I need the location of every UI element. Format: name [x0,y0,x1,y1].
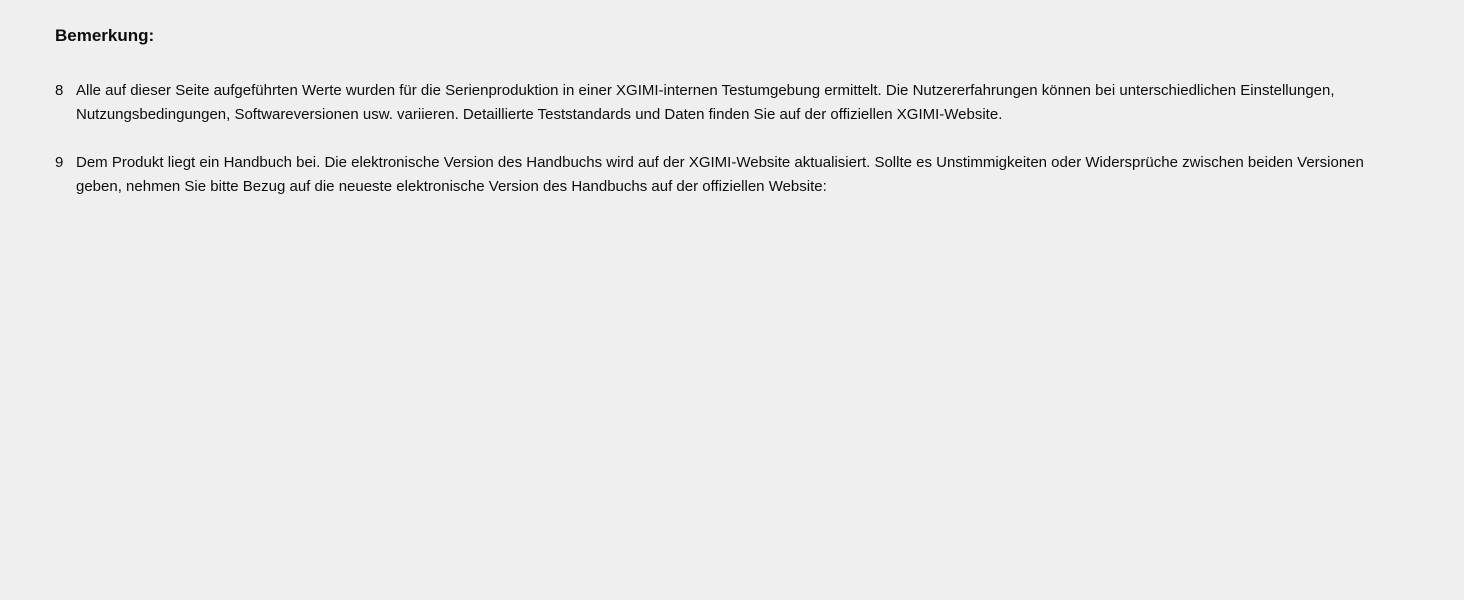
list-item [55,79,1409,127]
note-number: 9 [55,154,64,171]
remarks-page [0,0,1464,199]
note-text: Dem Produkt liegt ein Handbuch bei. Die elektronische Version des Handbuchs wird auf der XGIMI-Website aktualisiert. Sollte es Unstimmigkeiten oder Widersprüche zwischen beiden Versionen geben, nehmen Sie bitte Bezug auf die neueste elektronische Version des Handbuchs auf der offiziellen Website: [76,154,1364,195]
notes-list [55,79,1409,199]
list-item [55,151,1409,199]
note-number: 8 [55,82,64,99]
page-title: Bemerkung: [55,26,155,45]
note-text: Alle auf dieser Seite aufgeführten Werte wurden für die Serienproduktion in einer XGIMI-internen Testumgebung ermittelt. Die Nutzererfahrungen können bei unterschiedlichen Einstellungen, Nutzungsbedingungen, Softwareversionen usw. variieren. Detaillierte Teststandards und Daten finden Sie auf der offiziellen XGIMI-Website. [76,82,1335,123]
